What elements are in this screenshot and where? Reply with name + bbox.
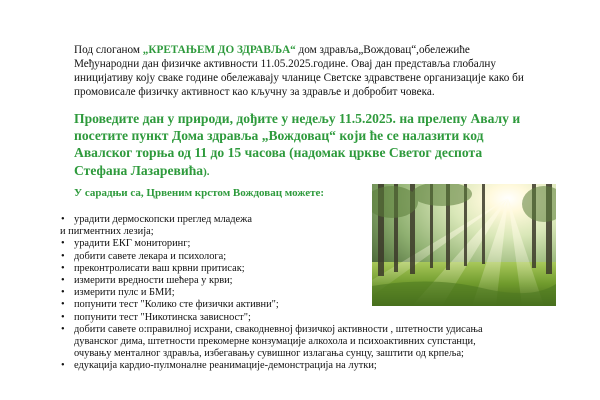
- partner-heading: У сарадњи са, Црвеним крстом Вождовац можете:: [74, 187, 325, 199]
- bullet-icon: •: [61, 262, 65, 274]
- list-item-text: попунити тест "Никотинска зависност";: [74, 311, 251, 323]
- bullet-icon: •: [61, 299, 65, 311]
- intro-text-rest: дом здравља„Вождовац“,обележиће Међународни дан физичке активности 11.05.2025.године. Овај дан представља глобалну иницијативу коју сваке године обележавају чланице Светске здравствене организације како би промовисале физичку активност као кључну за здравље и добробит човека.: [74, 44, 524, 98]
- bullet-icon: •: [61, 214, 65, 225]
- slogan: „КРЕТАЊЕМ ДО ЗДРАВЉА“: [142, 44, 296, 56]
- list-item-text: измерити вредности шећера у крви;: [74, 275, 233, 287]
- bullet-icon: •: [61, 238, 65, 250]
- list-item-text: урадити ЕКГ мониторинг;: [74, 238, 191, 250]
- list-item: [60, 312, 510, 324]
- list-item-text: едукација кардио-пулмоналне реанимације-демонстрација на лутки;: [74, 360, 377, 372]
- bullet-icon: •: [61, 323, 65, 335]
- intro-paragraph: [74, 43, 534, 99]
- intro-text-start: Под слоганом: [74, 44, 143, 56]
- bullet-icon: •: [61, 360, 65, 372]
- list-item-text: преконтролисати ваш крвни притисак;: [74, 262, 245, 274]
- forest-sunlight-illustration: [372, 184, 556, 306]
- invitation-text: Проведите дан у природи, дођите у недељу 11.5.2025. на прелепу Авалу и посетите пункт Дома здравља „Вождовац“ који ће се налазити код Авалског торња од 11 до 15 часова (надомак цркве Светог деспота Стефана Лазаревића: [74, 111, 521, 178]
- forest-sunlight-image: [372, 184, 556, 306]
- list-item-text: добити савете лекара и психолога;: [74, 250, 227, 262]
- list-item-text: измерити пулс и БМИ;: [74, 287, 175, 299]
- list-item-text: попунити тест "Колико сте физички активни";: [74, 299, 279, 311]
- list-item-text: добити савете о:правилној исхрани, свакодневној физичкој активности , штетности удисања дуванског дима, штетности прекомерне конзумације алкохола и психоактивних супстанци, очувању менталног здравља, избегавању сувишног излагања сунцу, заштити од крпеља;: [74, 323, 483, 360]
- invitation-closing: ).: [203, 165, 210, 178]
- list-item: [60, 360, 510, 372]
- invitation-paragraph: [74, 110, 534, 181]
- bullet-icon: •: [61, 311, 65, 323]
- bullet-icon: •: [61, 287, 65, 299]
- list-item: [60, 324, 510, 361]
- list-item-text: и пигментних лезија;: [60, 226, 154, 238]
- bullet-icon: •: [61, 250, 65, 262]
- list-item-text: урадити дермоскопски преглед младежа: [74, 214, 252, 225]
- bullet-icon: •: [61, 275, 65, 287]
